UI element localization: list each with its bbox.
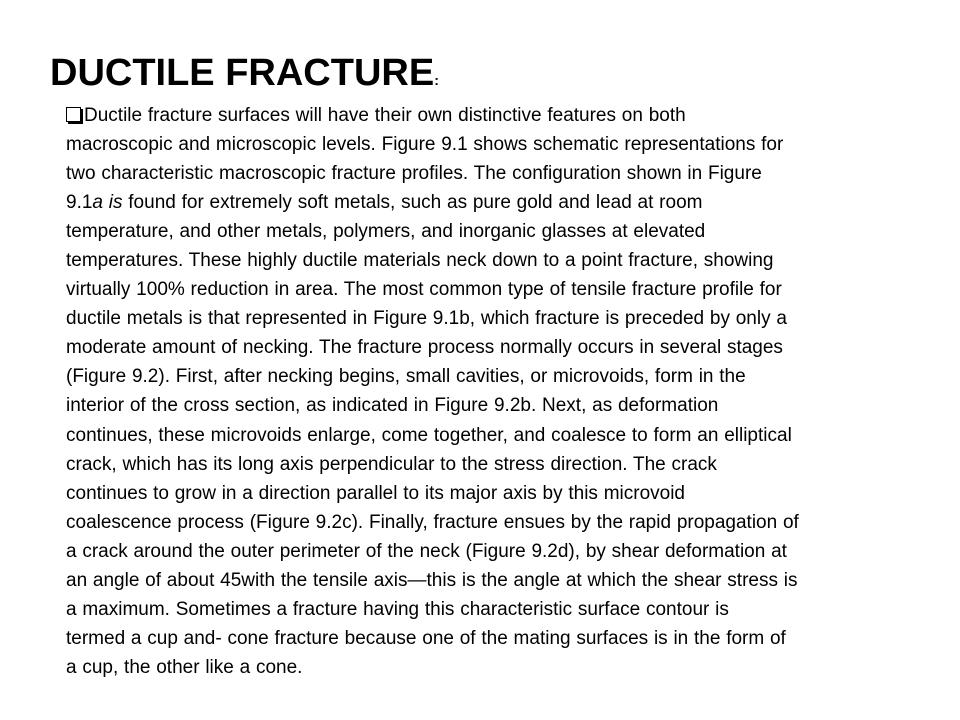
body-line: temperature, and other metals, polymers, and inorganic glasses at elevated: [66, 221, 706, 243]
body-line: temperatures. These highly ductile materials neck down to a point fracture, showing: [66, 250, 774, 272]
body-line: moderate amount of necking. The fracture process normally occurs in several stages: [66, 337, 783, 359]
body-line: [66, 188, 916, 217]
body-line: coalescence process (Figure 9.2c). Finally, fracture ensues by the rapid propagation of: [66, 511, 799, 533]
body-line-text: 9.1a is found for extremely soft metals, such as pure gold and lead at room: [66, 192, 703, 214]
body-line: interior of the cross section, as indicated in Figure 9.2b. Next, as deformation: [66, 395, 719, 417]
body-line: an angle of about 45with the tensile axis—this is the angle at which the shear stress is: [66, 569, 798, 591]
slide-body: [66, 101, 916, 682]
body-line: crack, which has its long axis perpendicular to the stress direction. The crack: [66, 453, 717, 475]
body-line-text: Ductile fracture surfaces will have their own distinctive features on both: [84, 105, 686, 126]
body-line: ductile metals is that represented in Figure 9.1b, which fracture is preceded by only a: [66, 308, 787, 330]
body-line: continues, these microvoids enlarge, come together, and coalesce to form an elliptical: [66, 424, 792, 446]
body-line: termed a cup and- cone fracture because one of the mating surfaces is in the form of: [66, 627, 786, 649]
body-line: continues to grow in a direction parallel to its major axis by this microvoid: [66, 482, 685, 504]
body-line: (Figure 9.2). First, after necking begins, small cavities, or microvoids, form in the: [66, 366, 746, 388]
slide-title: [50, 48, 439, 105]
body-line: a cup, the other like a cone.: [66, 656, 303, 678]
body-line: a crack around the outer perimeter of the neck (Figure 9.2d), by shear deformation at: [66, 540, 787, 562]
body-emphasis: a is: [92, 192, 123, 214]
body-line: a maximum. Sometimes a fracture having this characteristic surface contour is: [66, 598, 729, 620]
body-line: virtually 100% reduction in area. The most common type of tensile fracture profile for: [66, 279, 782, 301]
slide-title-colon: :: [434, 72, 439, 88]
body-line: macroscopic and microscopic levels. Figure 9.1 shows schematic representations for: [66, 134, 784, 156]
body-line: [66, 101, 916, 130]
slide-title-text: DUCTILE FRACTURE: [50, 52, 435, 94]
body-line: two characteristic macroscopic fracture profiles. The configuration shown in Figure: [66, 163, 762, 185]
checkbox-bullet-icon: [66, 107, 81, 122]
